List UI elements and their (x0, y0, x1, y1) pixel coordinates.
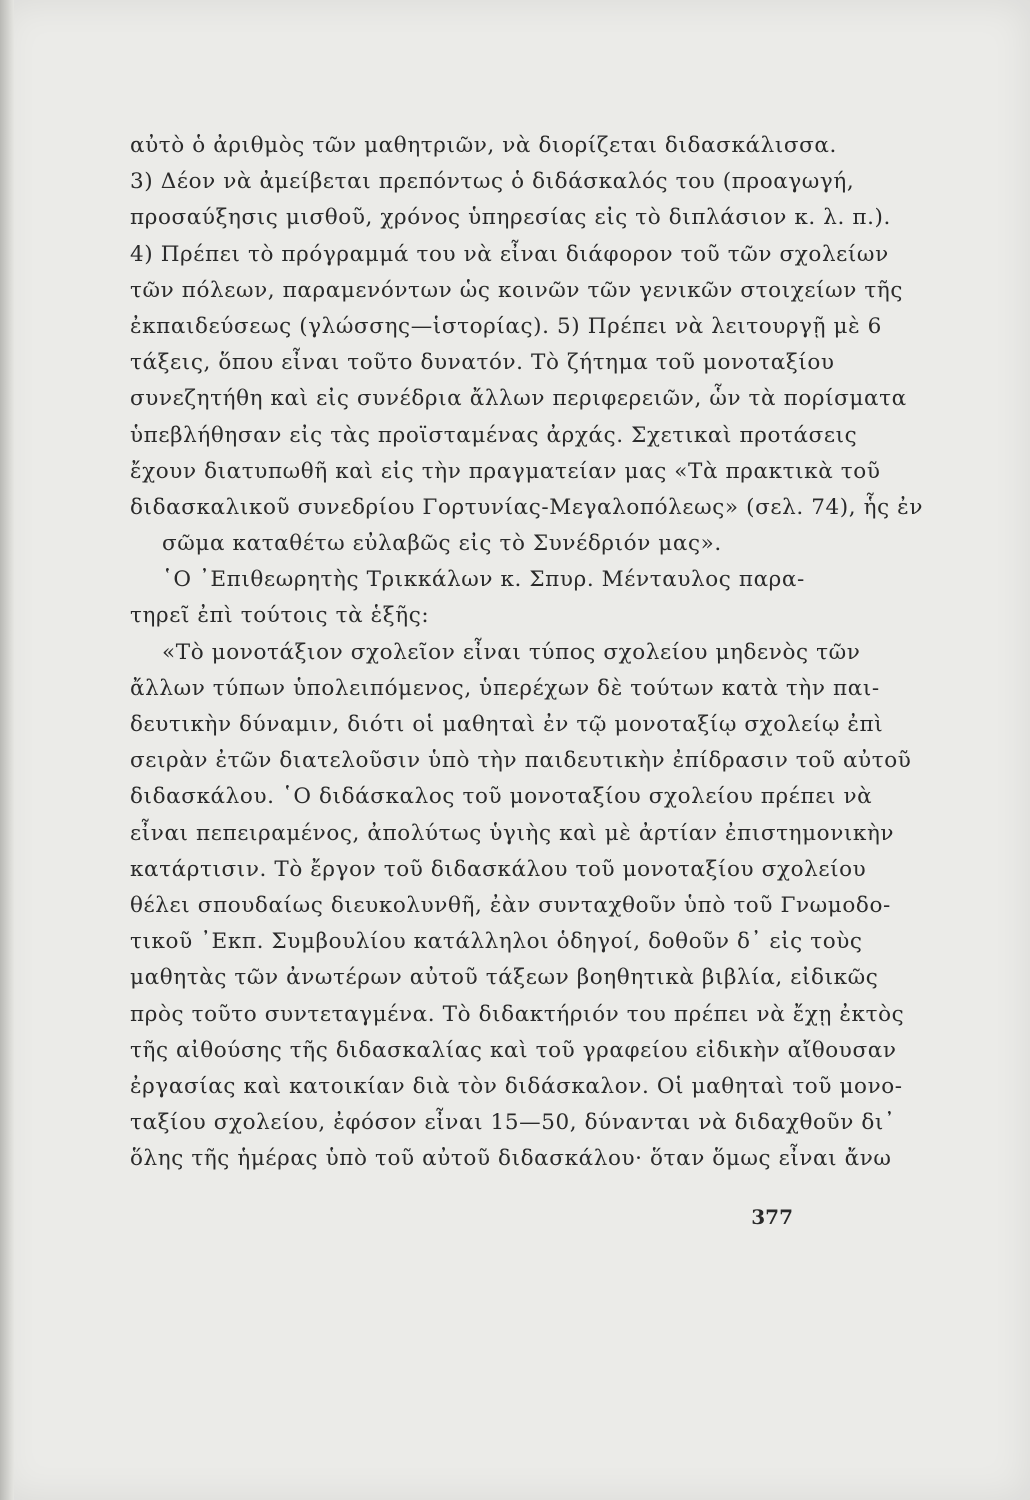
text-line: «Τὸ μονοτάξιον σχολεῖον εἶναι τύπος σχολείου μηδενὸς τῶν (162, 639, 861, 665)
text-line: θέλει σπουδαίως διευκολυνθῆ, ἐὰν συνταχθοῦν ὑπὸ τοῦ Γνωμοδο- (130, 892, 891, 918)
text-line: 4) Πρέπει τὸ πρόγραμμά του νὰ εἶναι διάφορον τοῦ τῶν σχολείων (130, 241, 889, 267)
text-line: ὅλης τῆς ἡμέρας ὑπὸ τοῦ αὐτοῦ διδασκάλου· ὅταν ὅμως εἶναι ἄνω (130, 1146, 892, 1172)
text-line: σειρὰν ἐτῶν διατελοῦσιν ὑπὸ τὴν παιδευτικὴν ἐπίδρασιν τοῦ αὐτοῦ (130, 748, 912, 774)
text-line: προσαύξησις μισθοῦ, χρόνος ὑπηρεσίας εἰς τὸ διπλάσιον κ. λ. π.). (130, 205, 891, 231)
text-line: ταξίου σχολείου, ἐφόσον εἶναι 15—50, δύνανται νὰ διδαχθοῦν δι᾽ (130, 1110, 896, 1136)
text-line: ἔχουν διατυπωθῆ καὶ εἰς τὴν πραγματείαν μας «Τὰ πρακτικὰ τοῦ (130, 458, 881, 484)
text-line: εἶναι πεπειραμένος, ἀπολύτως ὑγιὴς καὶ μὲ ἀρτίαν ἐπιστημονικὴν (130, 820, 895, 846)
text-line: ἄλλων τύπων ὑπολειπόμενος, ὑπερέχων δὲ τούτων κατὰ τὴν παι- (130, 675, 880, 701)
text-line: μαθητὰς τῶν ἀνωτέρων αὐτοῦ τάξεων βοηθητικὰ βιβλία, εἰδικῶς (130, 965, 879, 991)
text-line: αὐτὸ ὁ ἀριθμὸς τῶν μαθητριῶν, νὰ διορίζεται διδασκάλισσα. (130, 133, 837, 158)
text-line: πρὸς τοῦτο συντεταγμένα. Τὸ διδακτήριόν του πρέπει νὰ ἔχῃ ἐκτὸς (130, 1001, 905, 1027)
text-line: 3) Δέον νὰ ἀμείβεται πρεπόντως ὁ διδάσκαλός του (προαγωγή, (130, 169, 855, 195)
text-line: διδασκάλου. ῾Ο διδάσκαλος τοῦ μονοταξίου σχολείου πρέπει νὰ (130, 784, 873, 810)
text-line: ἐκπαιδεύσεως (γλώσσης—ἱστορίας). 5) Πρέπει νὰ λειτουργῇ μὲ 6 (130, 313, 882, 339)
text-line: τικοῦ ᾿Εκπ. Συμβουλίου κατάλληλοι ὁδηγοί, δοθοῦν δ᾽ εἰς τοὺς (130, 929, 863, 955)
text-line: ὑπεβλήθησαν εἰς τὰς προϊσταμένας ἀρχάς. Σχετικαὶ προτάσεις (130, 422, 858, 448)
page-number: 377 (751, 1205, 793, 1229)
text-line: ἐργασίας καὶ κατοικίαν διὰ τὸν διδάσκαλον. Οἱ μαθηταὶ τοῦ μονο- (130, 1073, 903, 1099)
text-line: κατάρτισιν. Τὸ ἔργον τοῦ διδασκάλου τοῦ μονοταξίου σχολείου (130, 856, 867, 882)
text-line: ῾Ο ᾿Επιθεωρητὴς Τρικκάλων κ. Σπυρ. Μένταυλος παρα- (162, 567, 805, 593)
text-line: διδασκαλικοῦ συνεδρίου Γορτυνίας-Μεγαλοπόλεως» (σελ. 74), ἧς ἐν (130, 494, 923, 520)
text-line: συνεζητήθη καὶ εἰς συνέδρια ἄλλων περιφερειῶν, ὧν τὰ πορίσματα (130, 386, 907, 412)
text-line: σῶμα καταθέτω εὐλαβῶς εἰς τὸ Συνέδριόν μας». (162, 531, 722, 557)
text-line: δευτικὴν δύναμιν, διότι οἱ μαθηταὶ ἐν τῷ μονοταξίῳ σχολείῳ ἐπὶ (130, 712, 884, 737)
text-line: τῆς αἰθούσης τῆς διδασκαλίας καὶ τοῦ γραφείου εἰδικὴν αἴθουσαν (130, 1037, 897, 1063)
text-line: τῶν πόλεων, παραμενόντων ὡς κοινῶν τῶν γενικῶν στοιχείων τῆς (130, 277, 903, 303)
text-line: τάξεις, ὅπου εἶναι τοῦτο δυνατόν. Τὸ ζήτημα τοῦ μονοταξίου (130, 350, 835, 376)
body-text (130, 128, 923, 1177)
binding-shadow (0, 0, 14, 1500)
text-line: τηρεῖ ἐπὶ τούτοις τὰ ἑξῆς: (130, 603, 430, 629)
